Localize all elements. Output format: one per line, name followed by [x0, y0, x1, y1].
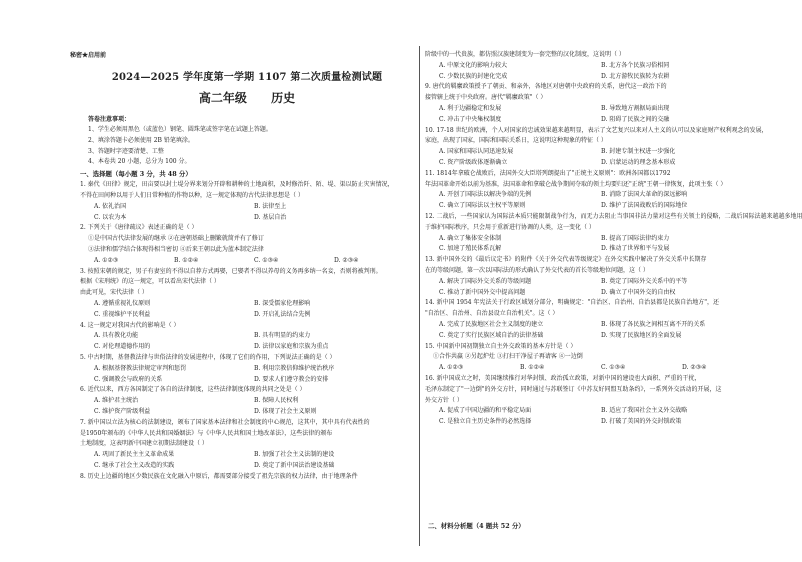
question-text-line: ①合作共赢 ②另起炉灶 ③打扫干净屋子再请客 ④一边倒	[433, 353, 583, 361]
notice-item: 3、答题时字迹要清楚、工整	[88, 147, 164, 155]
answer-option: A. 利于边疆稳定和发展	[439, 104, 502, 112]
option-row	[80, 342, 414, 353]
option-row	[425, 147, 763, 158]
option-row	[80, 213, 414, 224]
left-questions	[80, 180, 414, 482]
answer-option: C. ①③④	[254, 256, 279, 264]
answer-option: D. 基层自治	[254, 213, 287, 221]
exam-subtitle	[80, 89, 414, 106]
option-row	[425, 288, 763, 299]
question-text-line: ①是中国古代法律发展的继承 ②在唐朝基础上删繁就简并有了修订	[88, 235, 264, 243]
answer-option: C. 冲击了中央集权制度	[439, 115, 502, 123]
question-text-line: "自治区、自治州、自治县设立自治机关"。这（ ）	[425, 310, 559, 318]
left-column	[80, 46, 414, 483]
answer-option: A. 开创了国际法以解决争端的先例	[439, 191, 532, 199]
question-text-line: 12. 二战后，一些国家认为国际法本质只能限制战争行为，而无力去阻止当事国非法力量对这些有关领土的侵略，二战后国际法越来越越多地用	[425, 212, 802, 220]
option-row	[80, 310, 414, 321]
answer-option: C. 继承了社会主义改造的实践	[94, 461, 175, 469]
option-row	[425, 201, 763, 212]
section-2-heading: 二、材料分析题（4 题共 52 分）	[428, 522, 525, 530]
question-text-line: 1. 秦代《田律》规定，田亩要以封土堤分界来划分开辟和耕种的土地面积，及时修治阡、陌、堤、渠以防止灾害情况，	[80, 181, 394, 189]
answer-option: A. 完成了民族地区社会主义制度的建立	[439, 320, 544, 328]
answer-option: A. 依礼治国	[94, 202, 127, 210]
answer-option: C. 重视维护平民利益	[94, 310, 151, 318]
question-text-line: 8. 历史上边疆的地区少数民族在文化融入中原后，都需要部分接受了祖先宗族的权力法律，由于地理条件	[80, 472, 358, 480]
answer-option: B. 奠定了国际外交关系中的平等	[601, 277, 688, 285]
answer-option: B. 体现了各民族之间相互离不开的关系	[601, 320, 706, 328]
answer-option: A. 巩固了新民主主义革命成果	[94, 451, 175, 459]
question-text-line: 于维护国际秩序，只会用于重新进行协调的人类，这一变化（ ）	[425, 223, 595, 231]
answer-option: A. 根据基督教法律规定审判和惩罚	[94, 364, 187, 372]
answer-option: B. 加强了社会主义法制的建设	[254, 451, 335, 459]
question-text-line: 家庭，出现了国家，国际和国际关系日，这说明这种现象的特征（ ）	[425, 137, 607, 145]
answer-option: D. 北方游牧民族转为农耕	[601, 72, 670, 80]
answer-option: B. 利用宗教信仰维护统治秩序	[254, 364, 335, 372]
answer-option: C. 是独立自主历史条件的必然选择	[439, 418, 532, 426]
answer-option: D. 维护了法国战败后的国际地位	[601, 202, 688, 210]
question-text-line: 13. 新中国外交的《最后议定书》的附件《关于外交代表等级规定》在外交实践中解决了外交关系中长期存	[425, 256, 707, 264]
question-text-line: 15. 中国新中国初期独立自主外交政策的基本方针是（ ）	[425, 342, 577, 350]
option-row	[425, 234, 763, 245]
question-text-line: 外交方针（ ）	[425, 396, 463, 404]
answer-option: C. 资产阶级政体逐渐确立	[439, 158, 508, 166]
column-divider	[419, 46, 420, 546]
notice-heading: 答卷注意事项：	[88, 116, 131, 123]
answer-option: B. ①②④	[520, 364, 545, 372]
option-row	[425, 190, 763, 201]
answer-option: B. 法律至上	[254, 202, 287, 210]
question-text-line: 3. 按照宋朝的规定，男子有妻室的不得以自荐方式再娶，已娶者不得以养母的义务再多纳一名妾，否则将被判刑。	[80, 267, 382, 275]
answer-option: C. 维护资产阶级利益	[94, 407, 151, 415]
notice-item: 2、填涂答题卡必须使用 2B 铅笔填涂。	[88, 136, 194, 144]
question-text-line: 10. 17-18 世纪的欧洲，个人对国家的忠诚效果越来越明显，表示了文艺复兴以来对人主义的认可以及家庭财产权利观念的发展，	[425, 126, 768, 134]
answer-option: D. 开启礼法结合先例	[254, 310, 311, 318]
option-row	[425, 72, 763, 83]
answer-option: C. 强调教会与政府的关系	[94, 375, 163, 383]
option-row	[425, 417, 763, 428]
answer-option: B. 北方各个民族习俗相同	[601, 61, 670, 69]
answer-option: A. ①②③	[94, 256, 119, 264]
answer-option: D. 法律以家庭和宗族为重点	[254, 343, 329, 351]
option-row	[425, 320, 763, 331]
answer-option: A. 遵循重视礼仪原则	[94, 299, 151, 307]
notice-item: 4、本卷共 20 小题，总分为 100 分。	[88, 158, 191, 166]
answer-option: B. 导致地方割据局面出现	[601, 104, 670, 112]
answer-option: C. 确立了国际法以主权平等原则	[439, 202, 526, 210]
answer-option: A. 中原文化的影响力较大	[439, 61, 508, 69]
question-text-line: 5. 中古时期，基督教法律与世俗法律的发展进程中，体现了它们的作用，下列说法正确的是（ ）	[80, 353, 336, 361]
answer-option: B. 保障人民权利	[254, 397, 299, 405]
question-text-line: 14. 新中国 1954 年宪法关于行政区域划分部分，明确规定："自治区、自治州、自治县都是民族自治地方"，还	[425, 299, 720, 307]
answer-option: B. ①②④	[174, 256, 199, 264]
option-row	[80, 299, 414, 310]
question-text-line: 9. 唐代的羁縻政策授予了朝贡、和亲外，各地区对唐朝中央政府的关系，唐代这一政治下的	[425, 83, 667, 91]
question-text-line: 土地制度，这表明新中国建立初期法制建设（ ）	[80, 440, 208, 448]
answer-option: B. 深受儒家伦理影响	[254, 299, 311, 307]
answer-option: D. ②③④	[682, 364, 707, 372]
answer-option: B. 适应了我国社会主义外交战略	[601, 407, 688, 415]
option-row	[80, 461, 414, 472]
question-text-line: 11. 1814年拿破仑战败后，法国外交大臣塔列朗提出了"正统主义原则"：欧洲各国都以1792	[425, 169, 671, 177]
section-1-heading: 一、选择题（每小题 3 分，共 48 分）	[80, 170, 192, 179]
answer-option: B. 封建专制主权进一步强化	[601, 148, 676, 156]
grade-label: 高二年级	[198, 91, 247, 105]
answer-option: D. 实现了民族地区的全面发展	[601, 331, 682, 339]
question-text-line: 年法国革命开始以前为基准，法国革命和拿破仑战争期间夺取的领土均要归还"正统"王朝一律恢复，此项主张（ ）	[425, 180, 727, 188]
option-row	[80, 202, 414, 213]
question-text-line: 是1950年颁布的《中华人民共和国婚姻法》与《中华人民共和国土地改革法》，这些法律的颁布	[80, 429, 333, 437]
answer-option: D. 体现了社会主义原则	[254, 407, 317, 415]
answer-option: C. 奠定了实行民族区域自治的法律基础	[439, 331, 544, 339]
option-row	[425, 158, 763, 169]
option-row	[80, 450, 414, 461]
answer-option: C. 以农为本	[94, 213, 127, 221]
right-column	[425, 50, 802, 428]
answer-option: D. 启蒙运动的理念基本形成	[601, 158, 676, 166]
right-questions	[425, 50, 802, 428]
question-text-line: 6. 近代以来，西方各国制定了各自的法律制度，这些法律制度体现的共同之处是（ ）	[80, 386, 306, 394]
question-text-line: 7. 新中国以立法为核心的法制建设，颁布了国家基本法律和社会制度的中心规范，这其中，其中具有代表性的	[80, 418, 370, 426]
exam-title: 2024—2025 学年度第一学期 1107 第二次质量检测试题	[111, 72, 383, 83]
option-row	[80, 407, 414, 418]
answer-option: A. 确立了集体安全体制	[439, 234, 502, 242]
answer-option: C. ①③④	[601, 364, 626, 372]
answer-option: D. 奠定了新中国法治建设基础	[254, 461, 335, 469]
question-text-line: 在的等级问题，第一次以国际法的形式确认了外交代表的首长等级地位问题，这（ ）	[425, 266, 649, 274]
answer-option: D. 确立了中国外交的自由权	[601, 288, 676, 296]
question-text-line: 根据《宋刑统》的这一规定，可以看出宋代法律（ ）	[80, 278, 220, 286]
question-text-line: 阶级中的一代贵族，都仿照汉族建制变为一套完整的汉化制度，这说明（ ）	[425, 51, 625, 58]
answer-option: D. 要求人们遵守教会的安排	[254, 375, 329, 383]
answer-option: C. 加速了殖民体系瓦解	[439, 245, 502, 253]
question-text-line: 毛泽东制定了"一边倒"的外交方针，同时通过与苏联签订《中苏友好同盟互助条约》，一系列外交活动的开展，这	[425, 385, 722, 393]
answer-option: A. 国家和国际认同迅速发展	[439, 148, 514, 156]
answer-option: B. 具有明显的约束力	[254, 332, 311, 340]
answer-option: A. 解决了国际外交关系的等级问题	[439, 277, 532, 285]
question-text-line: 2. 下列关于《唐律疏议》表述正确的是（ ）	[80, 224, 198, 232]
answer-option: D. ②③④	[334, 256, 359, 264]
option-row	[80, 256, 414, 267]
option-row	[80, 331, 414, 342]
option-row	[80, 364, 414, 375]
answer-option: A. 维护君主统治	[94, 397, 139, 405]
question-text-line: 接管辖上统于中央政府。唐代"羁縻政策"（ ）	[425, 94, 547, 102]
question-text-line: 4. 这一规定对我国古代的影响是（ ）	[80, 321, 180, 329]
answer-option: A. 促成了中国边疆的和平稳定局面	[439, 407, 532, 415]
answer-option: A. 具有教化功能	[94, 332, 139, 340]
option-row	[425, 363, 763, 374]
option-row	[80, 396, 414, 407]
answer-option: D. 打破了美国的外交封锁政策	[601, 418, 682, 426]
answer-option: B. 提高了国际法律约束力	[601, 234, 670, 242]
option-row	[425, 104, 763, 115]
question-text-line: ③法律和儒学结合体现得相当密切 ④后来王朝以此为蓝本制定法律	[88, 245, 264, 253]
answer-option: D. 推动了世界和平与发展	[601, 245, 670, 253]
notice-item: 1、学生必须用黑色（或蓝色）钢笔、圆珠笔或签字笔在试题上答题。	[88, 126, 272, 133]
answer-option: C. 对伦理道德作用的	[94, 343, 151, 351]
answer-option: A. ①②③	[439, 364, 464, 372]
question-text-line: 由此可见，宋代法律（ ）	[80, 289, 148, 297]
answer-option: D. 阻碍了民族之间的交融	[601, 115, 670, 123]
option-row	[425, 61, 763, 72]
option-row	[425, 277, 763, 288]
answer-option: C. 少数民族的封建化完成	[439, 72, 508, 80]
option-row	[425, 244, 763, 255]
answer-option: C. 推动了新中国外交中提高问题	[439, 288, 526, 296]
option-row	[80, 375, 414, 386]
option-row	[425, 331, 763, 342]
option-row	[425, 115, 763, 126]
answer-option: B. 消除了法国大革命的深远影响	[601, 191, 688, 199]
option-row	[425, 406, 763, 417]
subject-label: 历史	[271, 91, 296, 105]
secret-label: 秘密★启用前	[70, 52, 107, 59]
question-text-line: 16. 新中国成立之时，美国继续推行对华封锁、政治孤立政策，对新中国的建设也大面积、严重的干扰，	[425, 374, 701, 382]
question-text-line: 不得在田间种以用于人们日常种植的作物以种，这一规定体现的古代法律思想是（ ）	[80, 191, 304, 199]
